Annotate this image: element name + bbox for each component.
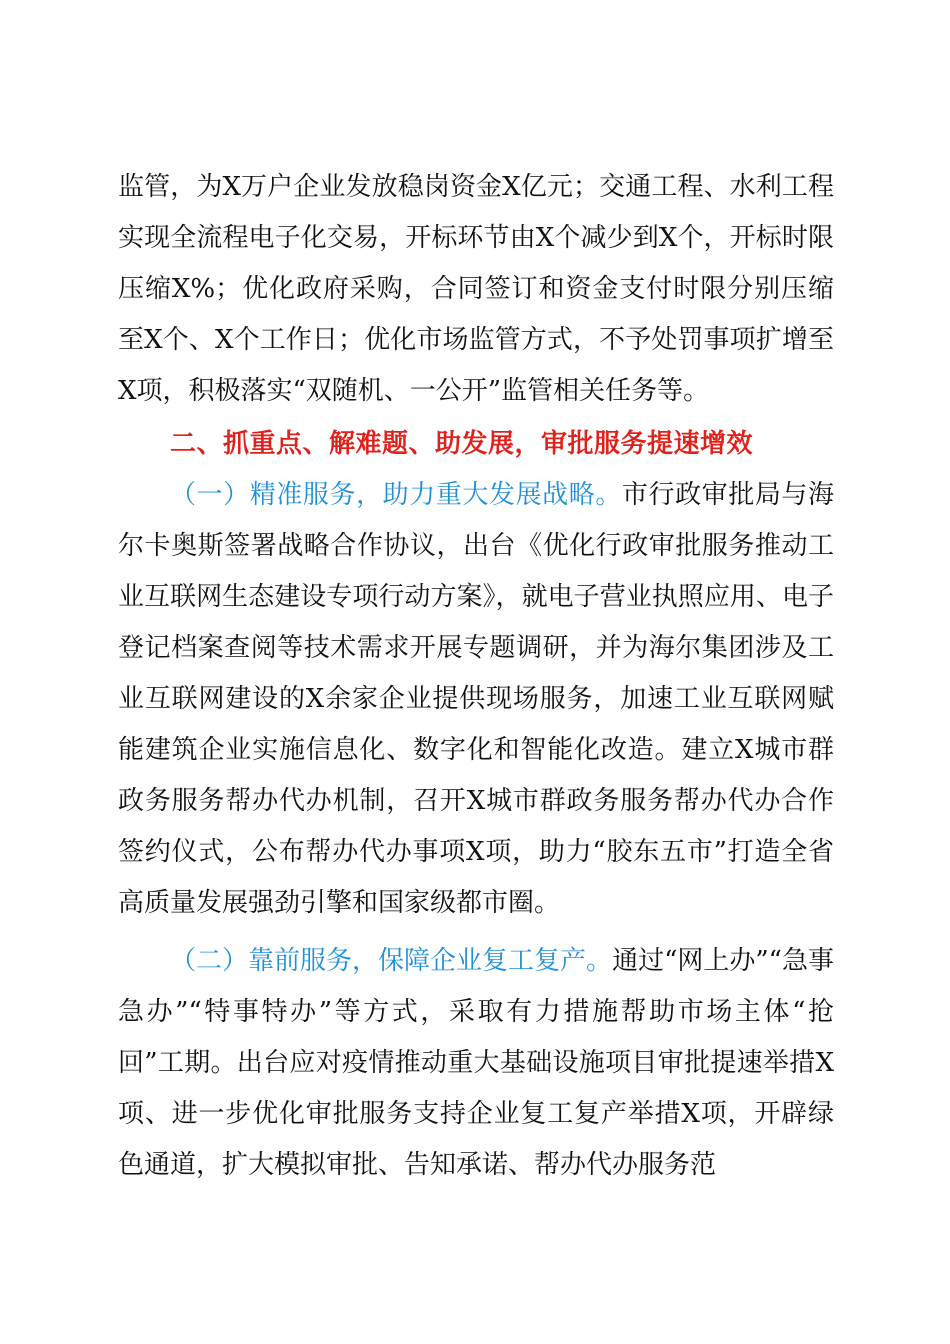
subsection-2-body: 通过“网上办”“急事急办”“特事特办”等方式，采取有力措施帮助市场主体“抢回”工期。出台应对疫情推动重大基础设施项目审批提速举措X项、进一步优化审批服务支持企业复工复产举措X项，开辟绿色通道，扩大模拟审批、告知承诺、帮办代办服务范: [118, 946, 834, 1180]
subsection-2-title: （二）靠前服务，保障企业复工复产。: [170, 946, 613, 976]
subsection-1-body: 市行政审批局与海尔卡奥斯签署战略合作协议，出台《优化行政审批服务推动工业互联网生态建设专项行动方案》，就电子营业执照应用、电子登记档案查阅等技术需求开展专题调研，并为海尔集团涉及工业互联网建设的X余家企业提供现场服务，加速工业互联网赋能建筑企业实施信息化、数字化和智能化改造。建立X城市群政务服务帮办代办机制，召开X城市群政务服务帮办代办合作签约仪式，公布帮办代办事项X项，助力“胶东五市”打造全省高质量发展强劲引擎和国家级都市圈。: [118, 480, 834, 918]
subsection-2: [118, 936, 834, 1191]
subsection-1-title: （一）精准服务，助力重大发展战略。: [170, 480, 622, 510]
section-heading-2: 二、抓重点、解难题、助发展，审批服务提速增效: [170, 429, 754, 459]
paragraph-continued: 监管，为X万户企业发放稳岗资金X亿元；交通工程、水利工程实现全流程电子化交易，开标环节由X个减少到X个，开标时限压缩X%；优化政府采购，合同签订和资金支付时限分别压缩至X个、X个工作日；优化市场监管方式，不予处罚事项扩增至X项，积极落实“双随机、一公开”监管相关任务等。: [118, 172, 834, 406]
subsection-1: [118, 470, 834, 929]
document-page: [118, 162, 834, 1191]
